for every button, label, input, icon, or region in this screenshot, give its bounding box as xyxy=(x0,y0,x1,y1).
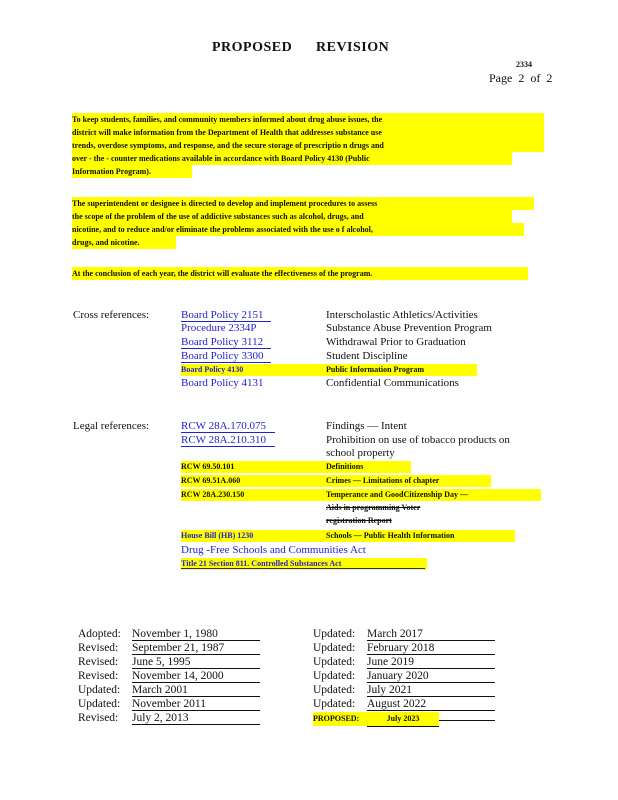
cross-ref-link[interactable]: Board Policy 4130 xyxy=(181,365,244,374)
history-date: September 21, 1987 xyxy=(132,642,260,655)
cross-ref-title: Confidential Communications xyxy=(326,377,459,389)
history-row xyxy=(313,642,495,656)
history-row xyxy=(78,684,260,698)
legal-ref-title: Findings — Intent xyxy=(326,420,407,432)
history-label: Revised: xyxy=(78,642,119,654)
title-proposed: PROPOSED xyxy=(212,40,293,55)
history-row xyxy=(78,698,260,712)
legal-ref-title-cont: school property xyxy=(326,447,395,459)
history-date: March 2001 xyxy=(132,684,260,697)
legal-ref-link[interactable]: Title 21 Section 811. Controlled Substances Act xyxy=(181,559,425,569)
history-date: March 2017 xyxy=(367,628,495,641)
page-number: Page 2 of 2 xyxy=(489,71,553,85)
paragraph-line: drugs, and nicotine. xyxy=(72,236,176,249)
legal-ref-title: Schools — Public Health Information xyxy=(326,531,455,540)
history-row xyxy=(313,656,495,670)
history-date: June 5, 1995 xyxy=(132,656,260,669)
history-row xyxy=(313,670,495,684)
history-row xyxy=(78,642,260,656)
paragraph-line: nicotine, and to reduce and/or eliminate the problems associated with the use o f alcohol, xyxy=(72,223,524,236)
legal-ref-title: Prohibition on use of tobacco products on xyxy=(326,434,510,446)
cross-ref-title: Student Discipline xyxy=(326,350,408,362)
history-right xyxy=(313,628,495,726)
paragraph-line: district will make information from the Department of Health that addresses substance use xyxy=(72,126,544,139)
legal-ref-code: RCW 69.50.101 xyxy=(181,462,235,471)
cross-ref-title: Interscholastic Athletics/Activities xyxy=(326,309,478,321)
cross-ref-link[interactable]: Board Policy 4131 xyxy=(181,377,264,389)
legal-ref-link[interactable]: RCW 28A.210.310 xyxy=(181,434,275,447)
legal-ref-code: RCW 69.51A.060 xyxy=(181,476,241,485)
paragraph-superintendent xyxy=(72,197,544,249)
history-row xyxy=(78,628,260,642)
history-label: PROPOSED: xyxy=(313,712,367,726)
history-label: Updated: xyxy=(78,698,121,710)
paragraph-line: At the conclusion of each year, the district will evaluate the effectiveness of the program. xyxy=(72,267,528,280)
cross-ref-link[interactable]: Procedure 2334P xyxy=(181,322,257,334)
history-label: Updated: xyxy=(313,642,356,654)
cross-ref-title: Public Information Program xyxy=(326,365,425,374)
history-label: Updated: xyxy=(313,628,356,640)
legal-ref-title: Definitions xyxy=(326,462,364,471)
history-date: June 2019 xyxy=(367,656,495,669)
cross-ref-title: Withdrawal Prior to Graduation xyxy=(326,336,466,348)
history-row xyxy=(313,628,495,642)
history-date: July 2, 2013 xyxy=(132,712,260,725)
paragraph-evaluation xyxy=(72,267,544,280)
legal-ref-title-struck: Aids in programming Voter xyxy=(326,503,421,512)
history-date: November 2011 xyxy=(132,698,260,711)
history-row xyxy=(313,684,495,698)
title-revision: REVISION xyxy=(316,40,390,55)
history-date: July 2021 xyxy=(367,684,495,697)
history-label: Updated: xyxy=(78,684,121,696)
legal-ref-title-struck: registration Report xyxy=(326,516,392,525)
paragraph-line: over - the - counter medications available in accordance with Board Policy 4130 (Public xyxy=(72,152,512,165)
history-label: Updated: xyxy=(313,656,356,668)
paragraph-line: Information Program). xyxy=(72,165,192,178)
history-row-proposed xyxy=(313,712,495,726)
cross-ref-link[interactable]: Board Policy 3112 xyxy=(181,336,271,349)
history-date: July 2023 xyxy=(367,712,439,727)
legal-references-label: Legal references: xyxy=(73,420,150,432)
history-label: Updated: xyxy=(313,684,356,696)
legal-ref-link[interactable]: RCW 28A.170.075 xyxy=(181,420,275,433)
cross-ref-link[interactable]: Board Policy 3300 xyxy=(181,350,271,363)
history-row xyxy=(78,670,260,684)
history-date: January 2020 xyxy=(367,670,495,683)
legal-ref-title: Temperance and GoodCitizenship Day — xyxy=(326,490,468,499)
cross-references-label: Cross references: xyxy=(73,309,150,321)
history-row xyxy=(313,698,495,712)
paragraph-line: The superintendent or designee is directed to develop and implement procedures to assess xyxy=(72,197,534,210)
legal-ref-title: Crimes — Limitations of chapter xyxy=(326,476,440,485)
history-row xyxy=(78,712,260,726)
history-date: February 2018 xyxy=(367,642,495,655)
history-date: November 1, 1980 xyxy=(132,628,260,641)
paragraph-line: To keep students, families, and community members informed about drug abuse issues, the xyxy=(72,113,544,126)
history-label: Revised: xyxy=(78,656,119,668)
legal-ref-link[interactable]: Drug -Free Schools and Communities Act xyxy=(181,544,366,556)
history-label: Updated: xyxy=(313,698,356,710)
history-label: Updated: xyxy=(313,670,356,682)
history-label: Revised: xyxy=(78,712,119,724)
history-date-underline xyxy=(439,720,495,721)
policy-number: 2334 xyxy=(516,60,532,69)
legal-ref-link[interactable]: House Bill (HB) 1230 xyxy=(181,531,254,540)
paragraph-line: the scope of the problem of the use of addictive substances such as alcohol, drugs, and xyxy=(72,210,512,223)
paragraph-line: trends, overdose symptoms, and response, and the secure storage of prescriptio n drugs and xyxy=(72,139,544,152)
history-left xyxy=(78,628,260,726)
history-row xyxy=(78,656,260,670)
cross-ref-link[interactable]: Board Policy 2151 xyxy=(181,309,271,322)
history-label: Adopted: xyxy=(78,628,121,640)
legal-ref-code: RCW 28A.230.150 xyxy=(181,490,245,499)
history-label: Revised: xyxy=(78,670,119,682)
paragraph-info xyxy=(72,113,544,178)
history-date: August 2022 xyxy=(367,698,495,711)
cross-ref-title: Substance Abuse Prevention Program xyxy=(326,322,492,334)
history-date: November 14, 2000 xyxy=(132,670,260,683)
